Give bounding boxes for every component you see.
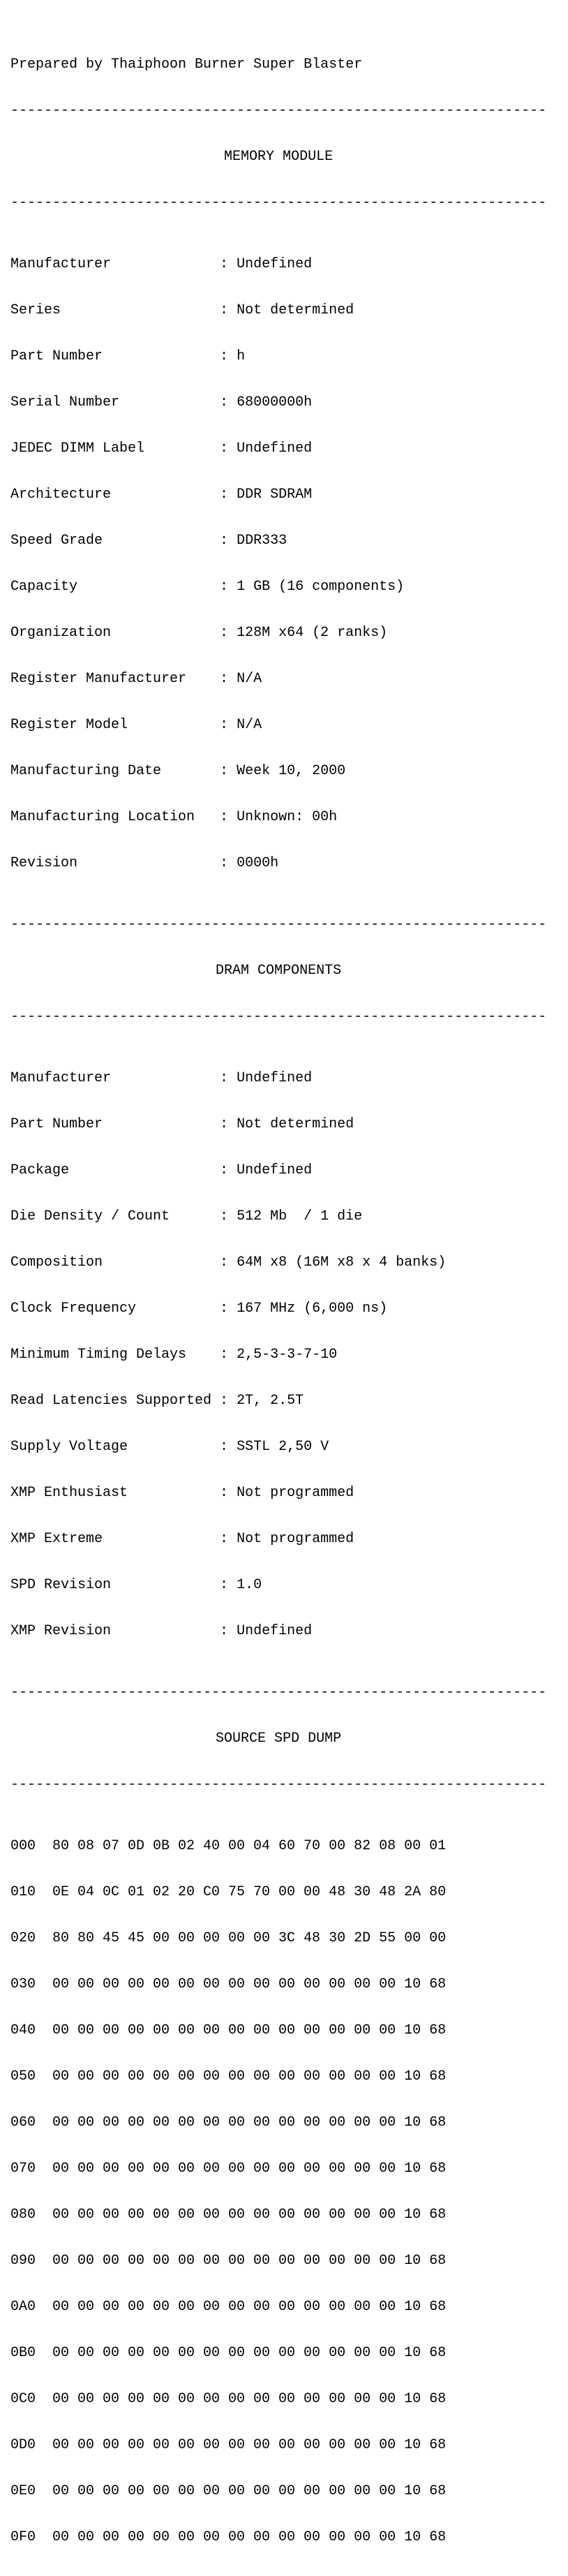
field-label: Capacity [10, 579, 78, 595]
field-value: Undefined [237, 1070, 313, 1086]
field-label: Clock Frequency [10, 1301, 137, 1317]
field-label: Manufacturing Date [10, 763, 162, 779]
field-value: 512 Mb / 1 die [237, 1208, 363, 1224]
field-colon: : [220, 1623, 237, 1639]
field-colon: : [220, 1162, 237, 1178]
field-label: Package [10, 1162, 70, 1178]
field-value: 2,5-3-3-7-10 [237, 1347, 338, 1363]
field-value: N/A [237, 671, 262, 687]
field-row-serial-number [10, 395, 568, 410]
field-row-jedec-dimm-label [10, 441, 568, 457]
field-colon: : [220, 487, 237, 503]
section-header-dram-components: DRAM COMPONENTS [216, 963, 342, 979]
field-label: XMP Extreme [10, 1531, 103, 1547]
field-colon: : [220, 625, 237, 641]
field-value: 68000000h [237, 394, 313, 410]
field-colon: : [220, 394, 237, 410]
field-colon: : [220, 1301, 237, 1317]
field-row-package [10, 1163, 568, 1178]
hex-row [10, 1839, 568, 1854]
field-row-dram-part-number [10, 1117, 568, 1132]
hex-bytes: 00 00 00 00 00 00 00 00 00 00 00 00 00 00 10 68 [52, 2483, 447, 2499]
hex-row [10, 1885, 568, 1900]
field-colon: : [220, 671, 237, 687]
hex-offset: 0D0 [10, 2437, 36, 2453]
hex-offset: 000 [10, 1838, 36, 1854]
field-label: Serial Number [10, 394, 120, 410]
section-header-memory-module: MEMORY MODULE [224, 149, 334, 165]
hex-bytes: 00 00 00 00 00 00 00 00 00 00 00 00 00 00 10 68 [52, 2299, 447, 2315]
hex-row [10, 2438, 568, 2453]
hex-offset: 050 [10, 2068, 36, 2085]
field-label: Register Model [10, 717, 128, 733]
field-colon: : [220, 441, 237, 457]
field-row-xmp-extreme [10, 1532, 568, 1547]
field-value: h [237, 348, 246, 364]
field-row-capacity [10, 579, 568, 595]
field-row-minimum-timing-delays [10, 1347, 568, 1363]
field-colon: : [220, 1070, 237, 1086]
hex-offset: 020 [10, 1930, 36, 1946]
hex-row [10, 2115, 568, 2131]
hex-offset: 010 [10, 1884, 36, 1900]
field-colon: : [220, 855, 237, 871]
field-value: Undefined [237, 441, 313, 457]
field-row-revision [10, 856, 568, 871]
field-value: Not programmed [237, 1485, 354, 1501]
field-value: SSTL 2,50 V [237, 1439, 329, 1455]
field-colon: : [220, 1208, 237, 1224]
hex-offset: 0F0 [10, 2529, 36, 2545]
hex-offset: 0B0 [10, 2345, 36, 2361]
separator-line: ---------------------------------------------------------------- [10, 1009, 547, 1025]
field-colon: : [220, 763, 237, 779]
hex-bytes: 00 00 00 00 00 00 00 00 00 00 00 00 00 00 10 68 [52, 2437, 447, 2453]
field-colon: : [220, 717, 237, 733]
field-row-clock-frequency [10, 1301, 568, 1317]
hex-row [10, 2392, 568, 2407]
field-label: Series [10, 302, 61, 318]
field-value: Undefined [237, 1162, 313, 1178]
field-row-xmp-revision [10, 1624, 568, 1639]
hex-bytes: 00 00 00 00 00 00 00 00 00 00 00 00 00 00 10 68 [52, 2529, 447, 2545]
field-colon: : [220, 809, 237, 825]
field-value: N/A [237, 717, 262, 733]
field-value: 128M x64 (2 ranks) [237, 625, 388, 641]
field-colon: : [220, 348, 237, 364]
field-row-manufacturer [10, 257, 568, 272]
field-value: 167 MHz (6,000 ns) [237, 1301, 388, 1317]
field-value: Not determined [237, 1116, 354, 1132]
hex-row [10, 2207, 568, 2223]
hex-bytes: 00 00 00 00 00 00 00 00 00 00 00 00 00 00 10 68 [52, 2115, 447, 2131]
field-colon: : [220, 1531, 237, 1547]
hex-offset: 040 [10, 2022, 36, 2038]
hex-bytes: 00 00 00 00 00 00 00 00 00 00 00 00 00 00 10 68 [52, 2207, 447, 2223]
field-colon: : [220, 1577, 237, 1593]
field-colon: : [220, 1439, 237, 1455]
hex-bytes: 0E 04 0C 01 02 20 C0 75 70 00 00 48 30 48 2A 80 [52, 1884, 447, 1900]
field-colon: : [220, 579, 237, 595]
hex-bytes: 00 00 00 00 00 00 00 00 00 00 00 00 00 00 10 68 [52, 2253, 447, 2269]
field-label: Part Number [10, 348, 103, 364]
field-row-architecture [10, 487, 568, 503]
hex-row [10, 2161, 568, 2177]
field-row-supply-voltage [10, 1439, 568, 1455]
field-row-manufacturing-date [10, 764, 568, 779]
field-label: Minimum Timing Delays [10, 1347, 187, 1363]
field-label: Manufacturer [10, 256, 112, 272]
field-label: JEDEC DIMM Label [10, 441, 145, 457]
field-row-die-density-count [10, 1209, 568, 1224]
field-value: Undefined [237, 1623, 313, 1639]
field-row-spd-revision [10, 1578, 568, 1593]
hex-offset: 080 [10, 2207, 36, 2223]
field-value: 1 GB (16 components) [237, 579, 405, 595]
hex-row [10, 2253, 568, 2269]
field-label: Architecture [10, 487, 112, 503]
report-title: Prepared by Thaiphoon Burner Super Blaster [10, 57, 363, 73]
field-label: Supply Voltage [10, 1439, 128, 1455]
hex-offset: 030 [10, 1976, 36, 1992]
separator-line: ---------------------------------------------------------------- [10, 1685, 547, 1701]
hex-row [10, 2346, 568, 2361]
field-row-series [10, 303, 568, 318]
hex-offset: 070 [10, 2161, 36, 2177]
field-label: Die Density / Count [10, 1208, 170, 1224]
field-value: 64M x8 (16M x8 x 4 banks) [237, 1254, 447, 1271]
field-row-read-latencies [10, 1393, 568, 1409]
hex-bytes: 00 00 00 00 00 00 00 00 00 00 00 00 00 00 10 68 [52, 2345, 447, 2361]
separator-line: ---------------------------------------------------------------- [10, 1777, 547, 1793]
hex-bytes: 80 08 07 0D 0B 02 40 00 04 60 70 00 82 08 00 01 [52, 1838, 447, 1854]
hex-row [10, 1931, 568, 1946]
field-value: Undefined [237, 256, 313, 272]
field-row-composition [10, 1255, 568, 1271]
separator-line: ---------------------------------------------------------------- [10, 103, 547, 119]
field-value: Not programmed [237, 1531, 354, 1547]
field-label: Register Manufacturer [10, 671, 187, 687]
field-colon: : [220, 1116, 237, 1132]
hex-offset: 0E0 [10, 2483, 36, 2499]
field-row-part-number [10, 349, 568, 364]
field-colon: : [220, 1393, 237, 1409]
field-colon: : [220, 1485, 237, 1501]
separator-line: ---------------------------------------------------------------- [10, 195, 547, 211]
field-colon: : [220, 533, 237, 549]
field-row-xmp-enthusiast [10, 1486, 568, 1501]
hex-bytes: 80 80 45 45 00 00 00 00 00 3C 48 30 2D 55 00 00 [52, 1930, 447, 1946]
field-colon: : [220, 302, 237, 318]
hex-bytes: 00 00 00 00 00 00 00 00 00 00 00 00 00 00 10 68 [52, 2161, 447, 2177]
field-row-organization [10, 626, 568, 641]
field-row-manufacturing-location [10, 810, 568, 825]
hex-offset: 0C0 [10, 2391, 36, 2407]
hex-row [10, 2484, 568, 2499]
field-label: Manufacturer [10, 1070, 112, 1086]
hex-bytes: 00 00 00 00 00 00 00 00 00 00 00 00 00 00 10 68 [52, 2391, 447, 2407]
hex-offset: 060 [10, 2115, 36, 2131]
field-colon: : [220, 256, 237, 272]
field-value: 2T, 2.5T [237, 1393, 304, 1409]
field-label: XMP Enthusiast [10, 1485, 128, 1501]
field-label: Revision [10, 855, 78, 871]
field-label: Composition [10, 1254, 103, 1271]
hex-row [10, 2069, 568, 2085]
hex-row [10, 1977, 568, 1992]
separator-line: ---------------------------------------------------------------- [10, 917, 547, 933]
field-row-register-manufacturer [10, 672, 568, 687]
field-value: 0000h [237, 855, 279, 871]
hex-offset: 090 [10, 2253, 36, 2269]
field-colon: : [220, 1254, 237, 1271]
section-header-source-spd-dump: SOURCE SPD DUMP [216, 1731, 342, 1747]
hex-row [10, 2300, 568, 2315]
field-value: DDR SDRAM [237, 487, 313, 503]
field-label: XMP Revision [10, 1623, 112, 1639]
field-row-dram-manufacturer [10, 1071, 568, 1086]
hex-row [10, 2023, 568, 2038]
hex-bytes: 00 00 00 00 00 00 00 00 00 00 00 00 00 00 10 68 [52, 1976, 447, 1992]
field-value: DDR333 [237, 533, 287, 549]
hex-row [10, 2530, 568, 2545]
hex-bytes: 00 00 00 00 00 00 00 00 00 00 00 00 00 00 10 68 [52, 2022, 447, 2038]
hex-offset: 0A0 [10, 2299, 36, 2315]
field-row-speed-grade [10, 533, 568, 549]
field-value: Week 10, 2000 [237, 763, 346, 779]
field-label: Manufacturing Location [10, 809, 195, 825]
field-label: Part Number [10, 1116, 103, 1132]
field-colon: : [220, 1347, 237, 1363]
field-row-register-model [10, 718, 568, 733]
hex-bytes: 00 00 00 00 00 00 00 00 00 00 00 00 00 00 10 68 [52, 2068, 447, 2085]
field-label: Speed Grade [10, 533, 103, 549]
field-label: Read Latencies Supported [10, 1393, 212, 1409]
field-value: 1.0 [237, 1577, 262, 1593]
field-value: Not determined [237, 302, 354, 318]
field-label: Organization [10, 625, 112, 641]
field-value: Unknown: 00h [237, 809, 338, 825]
field-label: SPD Revision [10, 1577, 112, 1593]
